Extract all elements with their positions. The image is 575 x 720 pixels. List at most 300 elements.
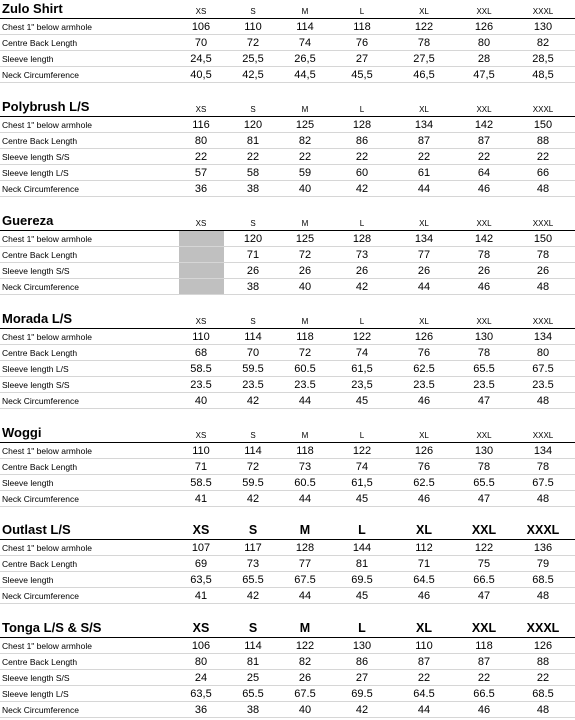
measurement-value: 88 <box>536 656 550 668</box>
measurement-value: 80 <box>194 656 208 668</box>
measurement-value: 142 <box>474 233 494 245</box>
row-gridline <box>0 294 575 295</box>
measurement-label: Sleeve length S/S <box>2 152 70 162</box>
measurement-value: 69 <box>194 558 208 570</box>
size-header-row <box>0 424 575 442</box>
measurement-value: 22 <box>536 672 550 684</box>
measurement-value: 40 <box>298 281 312 293</box>
measurement-row <box>0 588 575 604</box>
measurement-value: 118 <box>296 445 314 457</box>
product-title: Woggi <box>2 425 42 440</box>
measurement-value: 24,5 <box>190 53 212 65</box>
size-header-xxxl: XXXL <box>532 219 554 228</box>
measurement-value: 66 <box>536 167 550 179</box>
size-header-xl: XL <box>419 431 429 440</box>
product-title: Zulo Shirt <box>2 1 63 16</box>
measurement-row <box>0 491 575 507</box>
measurement-value: 110 <box>415 640 433 652</box>
measurement-value: 45 <box>355 590 369 602</box>
measurement-value: 45 <box>355 395 369 407</box>
measurement-row <box>0 361 575 377</box>
measurement-value: 60 <box>355 167 369 179</box>
row-gridline <box>0 603 575 604</box>
measurement-row <box>0 670 575 686</box>
row-gridline <box>0 717 575 718</box>
measurement-value: 42 <box>246 590 260 602</box>
measurement-value: 73 <box>355 249 369 261</box>
measurement-value: 58.5 <box>190 477 212 489</box>
measurement-value: 46,5 <box>413 69 435 81</box>
measurement-value: 126 <box>533 640 553 652</box>
measurement-value: 87 <box>477 135 491 147</box>
measurement-value: 63,5 <box>190 688 212 700</box>
measurement-value: 48 <box>536 493 550 505</box>
measurement-value: 23,5 <box>351 379 373 391</box>
measurement-value: 26 <box>246 265 260 277</box>
size-header-row <box>0 212 575 230</box>
measurement-value: 114 <box>244 331 262 343</box>
size-header-xxxl: XXXL <box>526 621 560 635</box>
size-header-xxl: XXL <box>471 621 497 635</box>
measurement-label: Centre Back Length <box>2 559 78 569</box>
measurement-value: 45,5 <box>351 69 373 81</box>
measurement-value: 44 <box>417 183 431 195</box>
measurement-value: 65.5 <box>242 688 264 700</box>
measurement-value: 36 <box>194 704 208 716</box>
measurement-value: 46 <box>477 183 491 195</box>
measurement-value: 64.5 <box>413 688 435 700</box>
measurement-value: 78 <box>417 37 431 49</box>
row-gridline <box>0 82 575 83</box>
measurement-value: 44 <box>417 281 431 293</box>
measurement-label: Chest 1" below armhole <box>2 543 92 553</box>
measurement-row <box>0 638 575 654</box>
measurement-value: 81 <box>246 135 260 147</box>
measurement-value: 69.5 <box>351 574 373 586</box>
measurement-label: Sleeve length <box>2 575 54 585</box>
measurement-value <box>174 263 228 279</box>
measurement-value: 27,5 <box>413 53 435 65</box>
measurement-value: 86 <box>355 656 369 668</box>
size-header-xs: XS <box>195 219 207 228</box>
measurement-value: 72 <box>246 37 260 49</box>
measurement-row <box>0 35 575 51</box>
measurement-label: Sleeve length S/S <box>2 380 70 390</box>
measurement-value: 22 <box>477 151 491 163</box>
measurement-value: 134 <box>533 331 553 343</box>
size-header-xxl: XXL <box>476 105 492 114</box>
measurement-value: 72 <box>298 249 312 261</box>
measurement-value: 59.5 <box>242 363 264 375</box>
measurement-label: Sleeve length L/S <box>2 689 69 699</box>
measurement-label: Centre Back Length <box>2 657 78 667</box>
measurement-row <box>0 117 575 133</box>
measurement-value: 46 <box>417 493 431 505</box>
measurement-value: 26 <box>355 265 369 277</box>
size-header-l: L <box>358 621 366 635</box>
measurement-value: 26 <box>298 672 312 684</box>
measurement-value: 122 <box>352 445 372 457</box>
measurement-label: Neck Circumference <box>2 494 79 504</box>
measurement-row <box>0 475 575 491</box>
measurement-value: 82 <box>298 135 312 147</box>
measurement-value: 47,5 <box>473 69 495 81</box>
measurement-label: Chest 1" below armhole <box>2 234 92 244</box>
measurement-value: 48 <box>536 183 550 195</box>
measurement-value: 67.5 <box>294 688 316 700</box>
measurement-value: 44 <box>298 493 312 505</box>
measurement-label: Sleeve length <box>2 54 54 64</box>
measurement-value: 28,5 <box>532 53 554 65</box>
measurement-value: 81 <box>246 656 260 668</box>
measurement-label: Chest 1" below armhole <box>2 22 92 32</box>
measurement-value: 128 <box>295 542 315 554</box>
size-header-l: L <box>359 431 365 440</box>
measurement-value: 22 <box>246 151 260 163</box>
measurement-value: 66.5 <box>473 574 495 586</box>
size-header-row <box>0 521 575 539</box>
measurement-value: 73 <box>246 558 260 570</box>
size-header-xs: XS <box>192 523 210 537</box>
measurement-value: 87 <box>417 135 431 147</box>
measurement-value: 44 <box>298 590 312 602</box>
measurement-value: 40,5 <box>190 69 212 81</box>
measurement-label: Neck Circumference <box>2 591 79 601</box>
measurement-value: 23.5 <box>190 379 212 391</box>
measurement-row <box>0 654 575 670</box>
measurement-row <box>0 247 575 263</box>
measurement-row <box>0 263 575 279</box>
measurement-value: 150 <box>533 119 553 131</box>
size-header-s: S <box>250 219 256 228</box>
size-header-xxl: XXL <box>476 317 492 326</box>
size-header-xxxl: XXXL <box>526 523 560 537</box>
measurement-value: 136 <box>533 542 553 554</box>
measurement-value: 86 <box>355 135 369 147</box>
measurement-value: 74 <box>355 347 369 359</box>
measurement-value: 106 <box>191 21 211 33</box>
measurement-value: 126 <box>414 331 434 343</box>
measurement-value: 110 <box>192 331 210 343</box>
measurement-label: Sleeve length <box>2 478 54 488</box>
measurement-row <box>0 393 575 409</box>
measurement-value: 60.5 <box>294 363 316 375</box>
size-header-xxl: XXL <box>476 7 492 16</box>
measurement-row <box>0 556 575 572</box>
size-header-xl: XL <box>419 7 429 16</box>
measurement-value: 65.5 <box>473 363 495 375</box>
measurement-value: 26 <box>477 265 491 277</box>
measurement-value: 120 <box>243 233 263 245</box>
measurement-value: 110 <box>192 445 210 457</box>
measurement-value: 25 <box>246 672 260 684</box>
measurement-value: 22 <box>194 151 208 163</box>
size-header-xxxl: XXXL <box>532 431 554 440</box>
measurement-value: 23.5 <box>294 379 316 391</box>
measurement-value: 81 <box>355 558 369 570</box>
size-header-l: L <box>359 219 365 228</box>
measurement-value: 112 <box>415 542 433 554</box>
size-header-m: M <box>301 431 309 440</box>
measurement-value: 22 <box>355 151 369 163</box>
measurement-value: 70 <box>194 37 208 49</box>
measurement-value: 22 <box>417 151 431 163</box>
measurement-value: 61,5 <box>351 477 373 489</box>
row-gridline <box>0 506 575 507</box>
measurement-value: 122 <box>414 21 434 33</box>
measurement-value: 114 <box>244 445 262 457</box>
measurement-value: 128 <box>352 233 372 245</box>
row-gridline <box>0 196 575 197</box>
product-title: Tonga L/S & S/S <box>2 620 102 635</box>
measurement-value: 27 <box>355 53 369 65</box>
measurement-value: 110 <box>244 21 262 33</box>
measurement-value: 26,5 <box>294 53 316 65</box>
measurement-value: 26 <box>536 265 550 277</box>
measurement-value: 40 <box>298 183 312 195</box>
measurement-value: 72 <box>298 347 312 359</box>
measurement-value: 67.5 <box>532 363 554 375</box>
measurement-value: 70 <box>246 347 260 359</box>
measurement-label: Centre Back Length <box>2 348 78 358</box>
measurement-value: 26 <box>298 265 312 277</box>
measurement-value: 38 <box>246 183 260 195</box>
size-header-xs: XS <box>192 621 210 635</box>
measurement-value: 66.5 <box>473 688 495 700</box>
measurement-value: 48 <box>536 395 550 407</box>
measurement-value: 48,5 <box>532 69 554 81</box>
measurement-value: 71 <box>194 461 208 473</box>
measurement-value: 76 <box>417 347 431 359</box>
measurement-value: 80 <box>536 347 550 359</box>
measurement-value: 116 <box>192 119 210 131</box>
measurement-value: 26 <box>417 265 431 277</box>
measurement-value: 22 <box>417 672 431 684</box>
measurement-value: 23.5 <box>473 379 495 391</box>
measurement-value: 65.5 <box>473 477 495 489</box>
measurement-value: 23.5 <box>242 379 264 391</box>
measurement-row <box>0 279 575 295</box>
size-header-m: M <box>301 317 309 326</box>
measurement-value <box>174 279 228 295</box>
measurement-value: 57 <box>194 167 208 179</box>
measurement-value: 45 <box>355 493 369 505</box>
measurement-value: 28 <box>477 53 491 65</box>
size-header-l: L <box>359 105 365 114</box>
size-header-s: S <box>250 317 256 326</box>
measurement-label: Sleeve length L/S <box>2 364 69 374</box>
measurement-label: Neck Circumference <box>2 70 79 80</box>
size-header-xl: XL <box>419 105 429 114</box>
measurement-value: 68.5 <box>532 688 554 700</box>
measurement-value: 38 <box>246 704 260 716</box>
measurement-row <box>0 231 575 247</box>
size-header-s: S <box>250 7 256 16</box>
size-header-xs: XS <box>195 317 207 326</box>
size-header-row <box>0 98 575 116</box>
measurement-value: 118 <box>475 640 493 652</box>
measurement-value: 22 <box>477 672 491 684</box>
measurement-value: 126 <box>474 21 494 33</box>
measurement-label: Centre Back Length <box>2 250 78 260</box>
measurement-label: Sleeve length L/S <box>2 168 69 178</box>
measurement-value: 46 <box>417 590 431 602</box>
measurement-value: 79 <box>536 558 550 570</box>
measurement-row <box>0 345 575 361</box>
measurement-row <box>0 67 575 83</box>
measurement-value: 78 <box>536 249 550 261</box>
measurement-value: 73 <box>298 461 312 473</box>
measurement-value: 68 <box>194 347 208 359</box>
measurement-value: 36 <box>194 183 208 195</box>
measurement-value: 74 <box>355 461 369 473</box>
measurement-value: 44 <box>298 395 312 407</box>
measurement-value: 58 <box>246 167 260 179</box>
measurement-value: 42 <box>355 704 369 716</box>
measurement-label: Chest 1" below armhole <box>2 641 92 651</box>
measurement-value: 47 <box>477 395 491 407</box>
measurement-row <box>0 165 575 181</box>
measurement-value: 118 <box>296 331 314 343</box>
size-header-row <box>0 619 575 637</box>
measurement-value: 71 <box>246 249 260 261</box>
size-header-s: S <box>250 105 256 114</box>
measurement-label: Neck Circumference <box>2 184 79 194</box>
measurement-value: 76 <box>417 461 431 473</box>
measurement-value: 142 <box>474 119 494 131</box>
measurement-value: 23.5 <box>532 379 554 391</box>
size-header-s: S <box>250 431 256 440</box>
measurement-value: 69.5 <box>351 688 373 700</box>
measurement-value: 42 <box>246 395 260 407</box>
measurement-value: 44 <box>417 704 431 716</box>
measurement-row <box>0 572 575 588</box>
measurement-value: 82 <box>298 656 312 668</box>
measurement-value: 114 <box>244 640 262 652</box>
measurement-value: 41 <box>194 590 208 602</box>
measurement-value: 80 <box>477 37 491 49</box>
measurement-label: Neck Circumference <box>2 705 79 715</box>
measurement-row <box>0 702 575 718</box>
measurement-value: 130 <box>352 640 372 652</box>
size-header-xl: XL <box>416 621 432 635</box>
measurement-row <box>0 443 575 459</box>
measurement-label: Sleeve length S/S <box>2 266 70 276</box>
measurement-value: 75 <box>477 558 491 570</box>
measurement-value: 58.5 <box>190 363 212 375</box>
measurement-value: 44,5 <box>294 69 316 81</box>
measurement-value: 48 <box>536 281 550 293</box>
measurement-label: Sleeve length S/S <box>2 673 70 683</box>
size-header-xs: XS <box>195 7 207 16</box>
measurement-value: 68.5 <box>532 574 554 586</box>
size-header-m: M <box>301 105 309 114</box>
measurement-value: 106 <box>191 640 211 652</box>
measurement-value: 47 <box>477 590 491 602</box>
measurement-value: 130 <box>474 331 494 343</box>
measurement-value: 42 <box>355 183 369 195</box>
measurement-value: 122 <box>474 542 494 554</box>
measurement-value: 48 <box>536 704 550 716</box>
measurement-row <box>0 377 575 393</box>
size-header-row <box>0 310 575 328</box>
size-header-xxl: XXL <box>476 431 492 440</box>
size-header-xl: XL <box>419 317 429 326</box>
size-header-xxl: XXL <box>476 219 492 228</box>
measurement-value: 117 <box>244 542 262 554</box>
measurement-value: 78 <box>536 461 550 473</box>
measurement-label: Neck Circumference <box>2 396 79 406</box>
size-header-s: S <box>248 621 258 635</box>
measurement-value: 78 <box>477 249 491 261</box>
measurement-value: 40 <box>194 395 208 407</box>
measurement-value: 46 <box>477 704 491 716</box>
measurement-value: 78 <box>477 461 491 473</box>
measurement-row <box>0 133 575 149</box>
measurement-value: 87 <box>477 656 491 668</box>
product-title: Outlast L/S <box>2 522 71 537</box>
measurement-row <box>0 19 575 35</box>
measurement-row <box>0 540 575 556</box>
measurement-value: 144 <box>352 542 372 554</box>
measurement-value: 59.5 <box>242 477 264 489</box>
measurement-value: 134 <box>533 445 553 457</box>
measurement-value: 25,5 <box>242 53 264 65</box>
size-header-xxxl: XXXL <box>532 105 554 114</box>
measurement-value: 88 <box>536 135 550 147</box>
measurement-value: 46 <box>477 281 491 293</box>
measurement-value: 60.5 <box>294 477 316 489</box>
measurement-value: 65.5 <box>242 574 264 586</box>
measurement-value: 71 <box>417 558 431 570</box>
measurement-value: 61 <box>417 167 431 179</box>
measurement-value: 77 <box>298 558 312 570</box>
measurement-label: Chest 1" below armhole <box>2 332 92 342</box>
measurement-value: 77 <box>417 249 431 261</box>
measurement-value: 64.5 <box>413 574 435 586</box>
measurement-value: 59 <box>298 167 312 179</box>
measurement-row <box>0 181 575 197</box>
measurement-value: 134 <box>414 119 434 131</box>
measurement-value: 126 <box>414 445 434 457</box>
size-header-m: M <box>299 523 311 537</box>
size-header-xs: XS <box>195 431 207 440</box>
measurement-value: 125 <box>295 119 315 131</box>
measurement-row <box>0 686 575 702</box>
measurement-value: 42,5 <box>242 69 264 81</box>
measurement-value: 24 <box>194 672 208 684</box>
measurement-label: Centre Back Length <box>2 38 78 48</box>
size-header-l: L <box>359 317 365 326</box>
measurement-row <box>0 149 575 165</box>
measurement-value: 87 <box>417 656 431 668</box>
size-header-xxxl: XXXL <box>532 317 554 326</box>
measurement-value: 64 <box>477 167 491 179</box>
product-title: Morada L/S <box>2 311 73 326</box>
size-header-l: L <box>359 7 365 16</box>
size-header-m: M <box>301 7 309 16</box>
measurement-value: 78 <box>477 347 491 359</box>
measurement-value: 118 <box>353 21 371 33</box>
measurement-value: 42 <box>246 493 260 505</box>
measurement-value: 72 <box>246 461 260 473</box>
measurement-value: 82 <box>536 37 550 49</box>
measurement-value: 41 <box>194 493 208 505</box>
measurement-label: Centre Back Length <box>2 462 78 472</box>
size-header-m: M <box>299 621 311 635</box>
measurement-value: 40 <box>298 704 312 716</box>
measurement-value: 38 <box>246 281 260 293</box>
